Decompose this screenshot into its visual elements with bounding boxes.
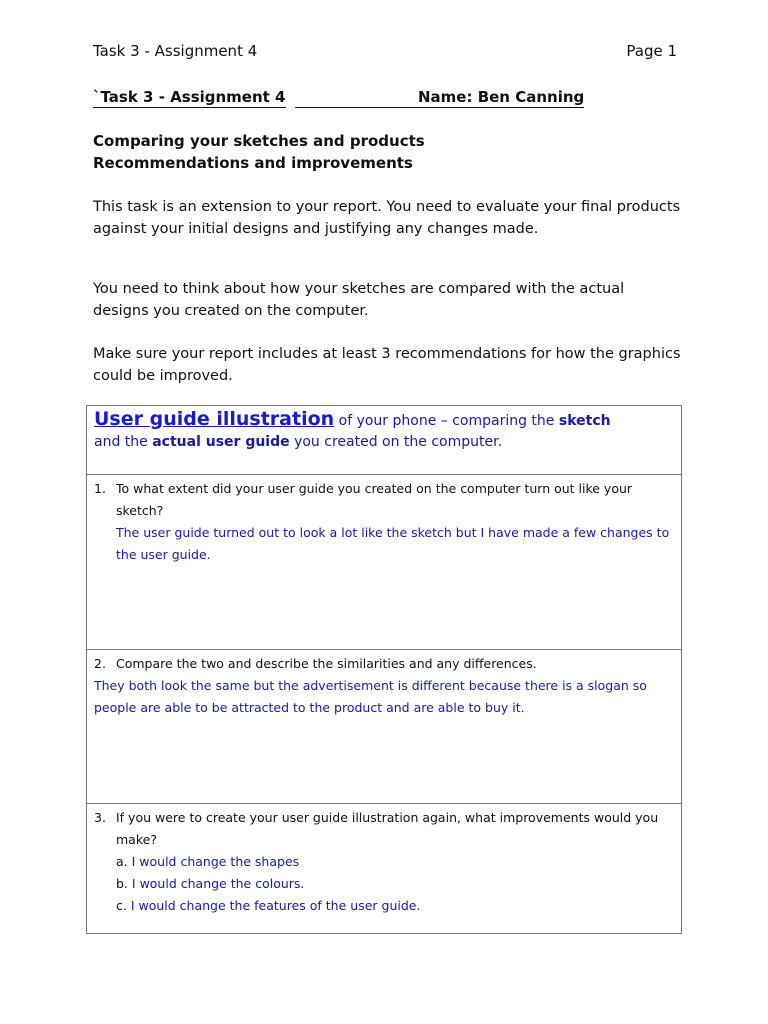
heading-user-guide-illustration: User guide illustration [94,408,335,430]
list-item: b. I would change the colours. [116,876,305,891]
header-title: Task 3 - Assignment 4 [93,42,258,60]
table-heading-row [87,406,681,475]
question-text: Compare the two and describe the similarities and any differences. [116,656,537,671]
table-heading-line-1: User guide illustration of your phone – comparing the sketch [94,408,611,430]
table-row [87,804,681,934]
question-text: To what extent did your user guide you created on the computer turn out like your sketch? [116,481,633,518]
recommendations-paragraph: Make sure your report includes at least 3 recommendations for how the graphics could be improved. [93,346,681,384]
task-title: `Task 3 - Assignment 4 [93,88,286,106]
table-heading-line-2: and the actual user guide you created on the computer. [94,434,503,450]
table-row [87,650,681,804]
question-3 [94,807,675,917]
intro-paragraph: This task is an extension to your report. You need to evaluate your final products against your initial designs and justifying any changes made. [93,199,681,237]
question-number: 3. [94,810,106,825]
student-name: Name: Ben Canning [418,88,585,106]
table-row [87,475,681,650]
heading-comparing: Comparing your sketches and products [93,132,425,150]
task-table [86,405,682,934]
question-1 [94,478,675,566]
page-number: Page 1 [626,42,677,60]
answer-text: They both look the same but the advertisement is different because there is a slogan so people are able to be attracted to the product and are able to buy it. [94,678,647,715]
page-header [93,42,677,62]
heading-recommendations: Recommendations and improvements [93,154,413,172]
question-text: If you were to create your user guide illustration again, what improvements would you make? [116,810,659,847]
answer-text: The user guide turned out to look a lot like the sketch but I have made a few changes to the user guide. [116,525,670,562]
question-number: 1. [94,481,106,496]
compare-paragraph: You need to think about how your sketches are compared with the actual designs you created on the computer. [93,281,625,319]
list-item: c. I would change the features of the user guide. [116,898,421,913]
question-2 [94,653,675,719]
list-item: a. I would change the shapes [116,854,300,869]
question-number: 2. [94,656,106,671]
title-underline-gap [295,88,418,108]
section-headings [93,130,425,174]
